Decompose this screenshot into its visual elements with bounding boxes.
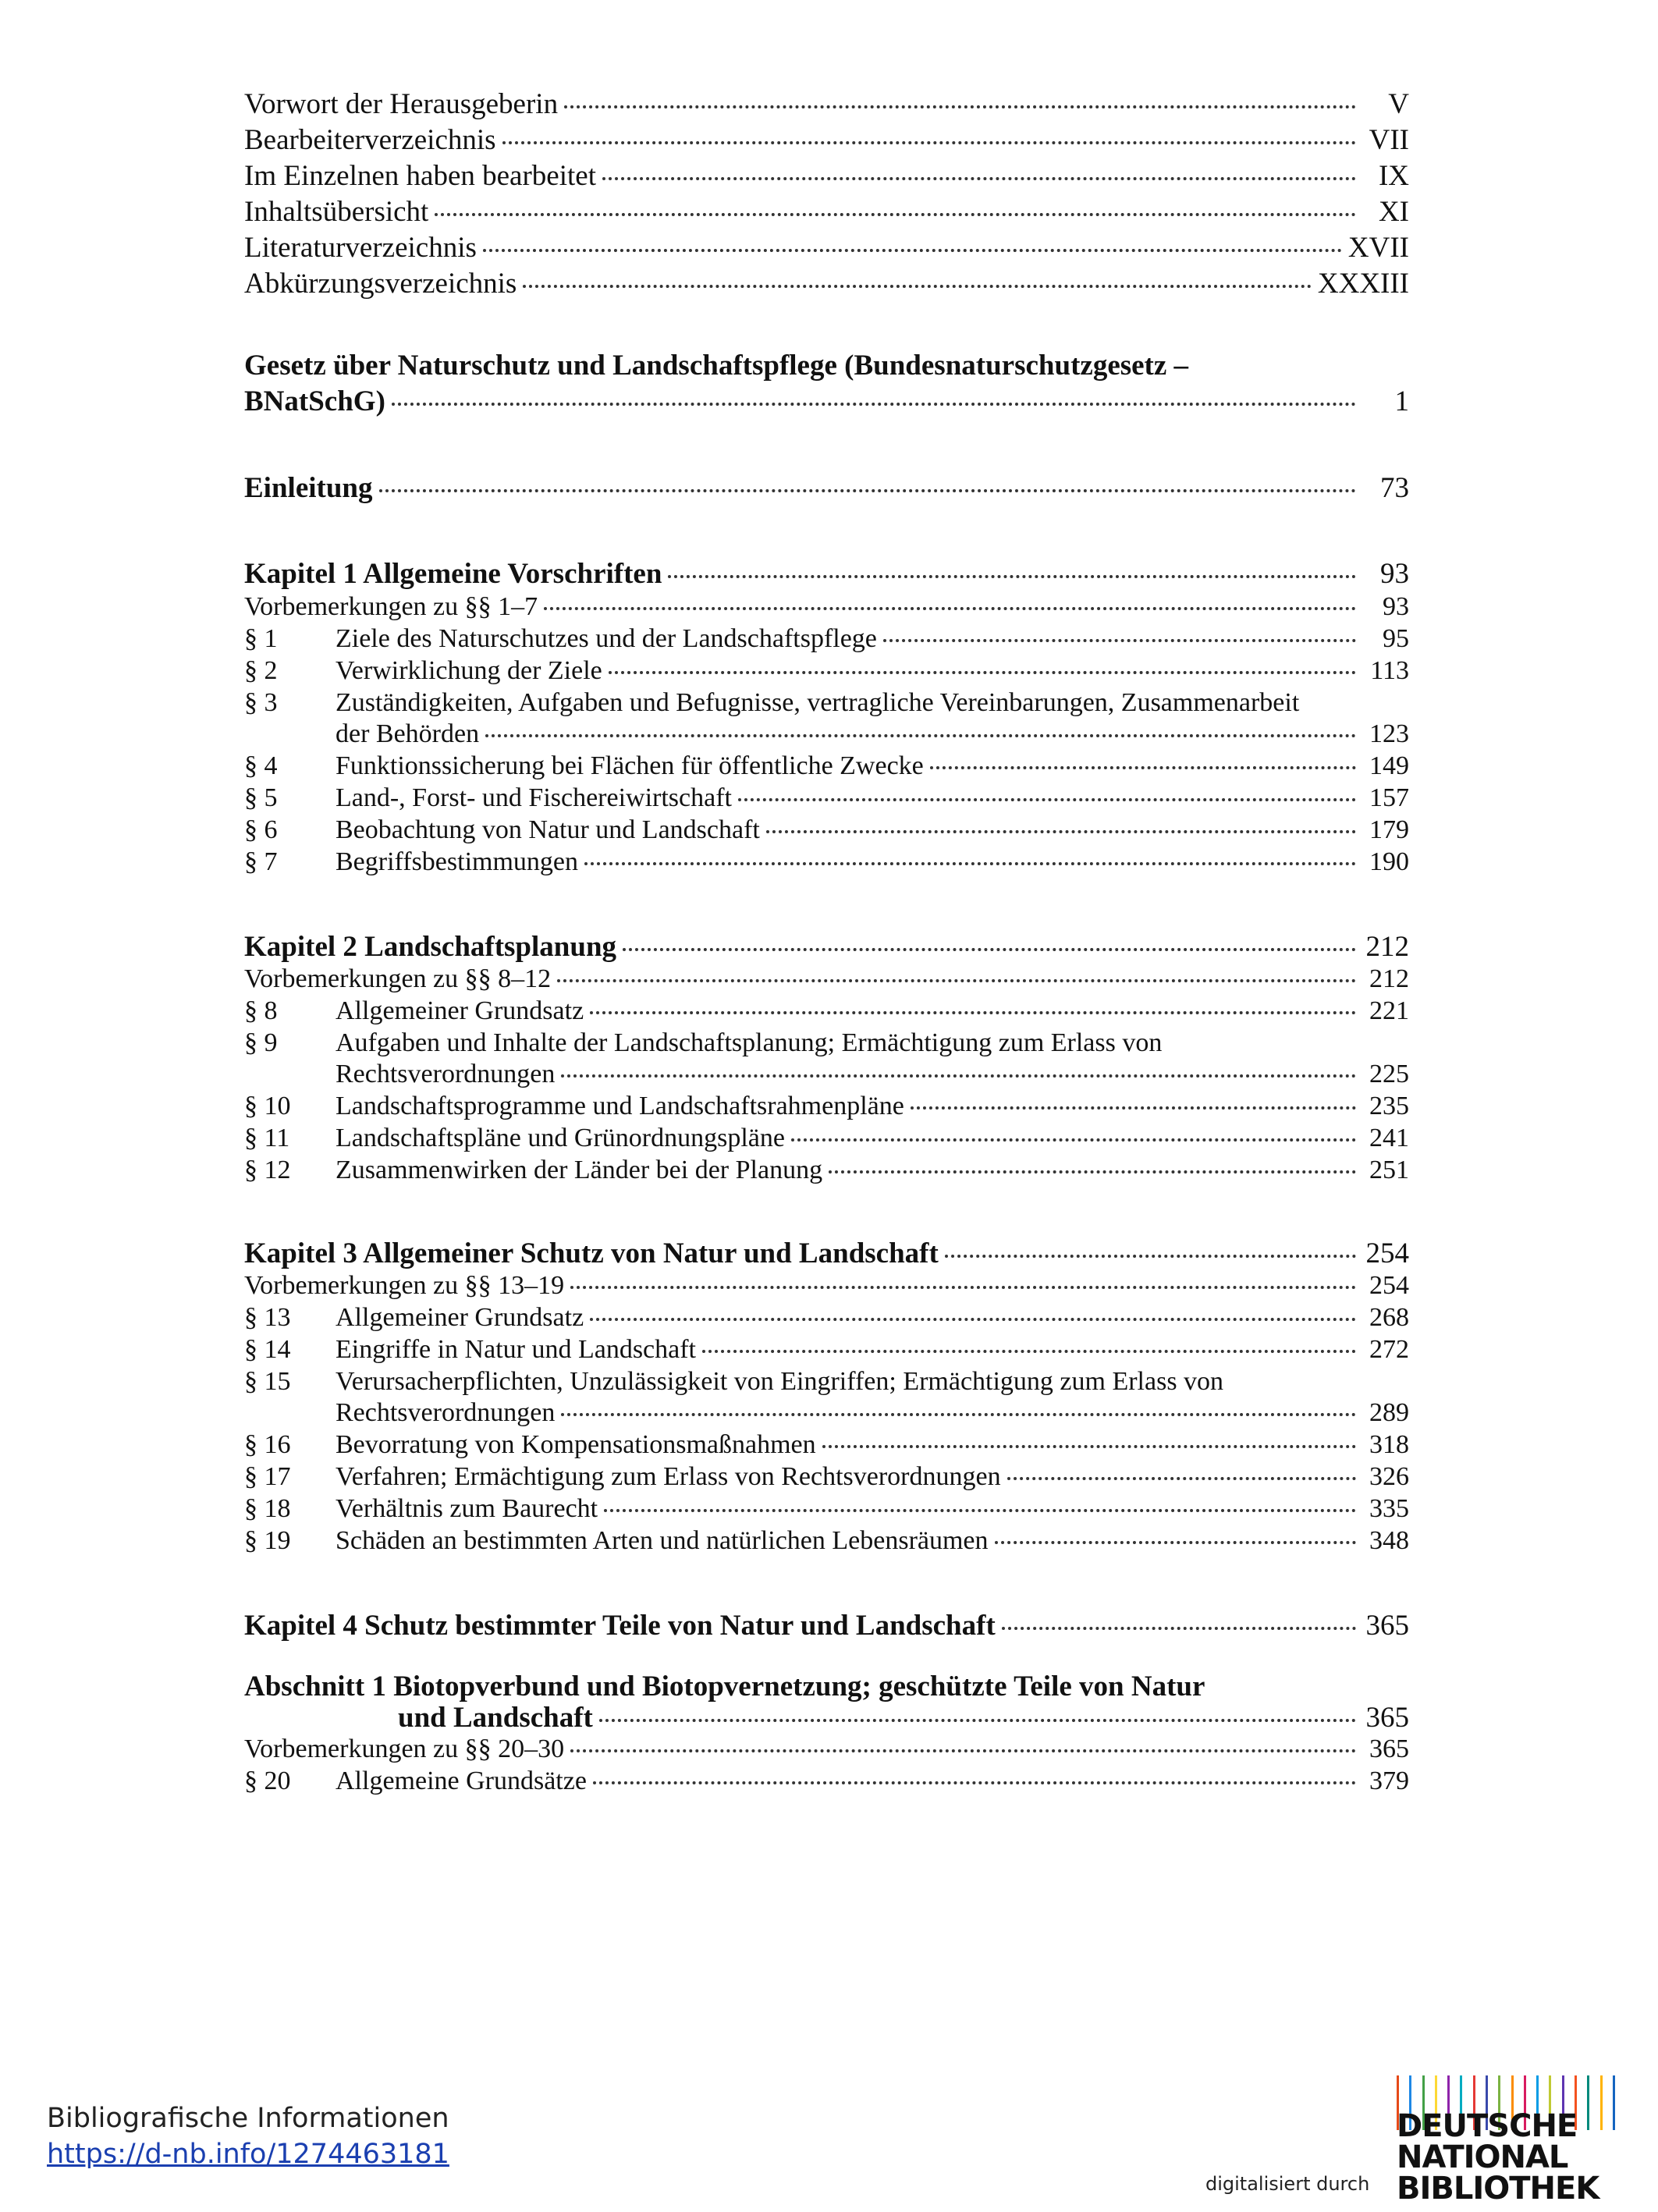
dnb-word-3: BIBLIOTHEK	[1397, 2171, 1599, 2207]
chapter-heading[interactable]	[244, 1237, 1409, 1270]
entry-page: 289	[1369, 1398, 1409, 1427]
entry-page: VII	[1369, 124, 1409, 156]
paragraph-number: § 10	[244, 1092, 291, 1120]
leader-dots	[544, 607, 1356, 610]
dnb-word-2: NATIONAL	[1397, 2139, 1568, 2175]
entry-page: 95	[1383, 624, 1409, 653]
entry-page: 212	[1369, 964, 1409, 993]
leader-dots	[623, 948, 1356, 951]
entry-title: Allgemeiner Grundsatz	[336, 1303, 584, 1332]
leader-dots	[523, 285, 1312, 288]
entry-title: Verursacherpflichten, Unzulässigkeit von Eingriffen; Ermächtigung zum Erlass von	[336, 1367, 1224, 1396]
entry-page: 251	[1369, 1156, 1409, 1184]
paragraph-number: § 13	[244, 1303, 291, 1332]
leader-dots	[791, 1138, 1356, 1142]
paragraph-number: § 9	[244, 1028, 278, 1057]
leader-dots	[570, 1749, 1356, 1752]
leader-dots	[930, 766, 1356, 769]
entry-title: Landschaftspläne und Grünordnungspläne	[336, 1124, 785, 1152]
toc-entry-paragraph[interactable]	[244, 1462, 1409, 1492]
toc-entry-paragraph[interactable]	[244, 1092, 1409, 1121]
entry-title: Zusammenwirken der Länder bei der Planung	[336, 1156, 823, 1184]
leader-dots	[599, 1719, 1356, 1722]
leader-dots	[609, 671, 1356, 674]
entry-page: XI	[1378, 196, 1409, 228]
entry-title-cont: der Behörden	[336, 719, 480, 748]
chapter-title: Kapitel 3 Allgemeiner Schutz von Natur und Landschaft	[244, 1237, 939, 1269]
toc-entry[interactable]	[244, 159, 1409, 193]
entry-page: 365	[1365, 1610, 1409, 1642]
entry-title: Vorbemerkungen zu §§ 13–19	[244, 1271, 565, 1300]
entry-title: Vorbemerkungen zu §§ 20–30	[244, 1734, 565, 1763]
toc-entry-paragraph[interactable]	[244, 751, 1409, 781]
entry-title: Bevorratung von Kompensationsmaßnahmen	[336, 1430, 816, 1459]
paragraph-number: § 20	[244, 1766, 291, 1795]
leader-dots	[911, 1106, 1356, 1110]
leader-dots	[483, 249, 1342, 252]
leader-dots	[557, 979, 1356, 982]
toc-entry-paragraph-cont[interactable]	[336, 1398, 1409, 1428]
entry-page: 379	[1369, 1766, 1409, 1795]
entry-title: Verwirklichung der Ziele	[336, 656, 602, 685]
paragraph-number: § 12	[244, 1156, 291, 1184]
toc-entry-paragraph[interactable]	[244, 847, 1409, 877]
entry-title: Vorbemerkungen zu §§ 1–7	[244, 592, 538, 621]
entry-page: 241	[1369, 1124, 1409, 1152]
paragraph-number: § 6	[244, 815, 278, 844]
entry-title: Literaturverzeichnis	[244, 232, 477, 264]
leader-dots	[766, 830, 1356, 833]
toc-entry-paragraph[interactable]	[244, 1156, 1409, 1185]
entry-title: Eingriffe in Natur und Landschaft	[336, 1335, 697, 1364]
entry-title: Inhaltsübersicht	[244, 196, 429, 228]
entry-page: 212	[1365, 931, 1409, 963]
leader-dots	[822, 1445, 1356, 1448]
toc-entry[interactable]	[244, 195, 1409, 229]
paragraph-number: § 1	[244, 624, 278, 653]
gesetz-title-line1: Gesetz über Naturschutz und Landschaftspflege (Bundesnaturschutzgesetz –	[244, 350, 1189, 382]
toc-entry-vorbemerkung[interactable]	[244, 964, 1409, 994]
entry-title: Einleitung	[244, 472, 373, 504]
entry-title: Vorwort der Herausgeberin	[244, 88, 559, 120]
toc-entry-paragraph[interactable]	[244, 783, 1409, 813]
entry-page: 335	[1369, 1494, 1409, 1523]
entry-title: Allgemeiner Grundsatz	[336, 996, 584, 1025]
entry-page: 123	[1369, 719, 1409, 748]
toc-entry-paragraph[interactable]	[244, 624, 1409, 654]
toc-entry-paragraph-cont[interactable]	[336, 719, 1409, 749]
leader-dots	[702, 1350, 1356, 1353]
entry-page: 73	[1380, 472, 1409, 504]
paragraph-number: § 3	[244, 688, 278, 717]
dnb-word-1: DEUTSCHE	[1397, 2108, 1578, 2144]
entry-page: 157	[1369, 783, 1409, 812]
entry-title: Vorbemerkungen zu §§ 8–12	[244, 964, 552, 993]
leader-dots	[379, 489, 1357, 492]
leader-dots	[392, 403, 1356, 406]
entry-page: 235	[1369, 1092, 1409, 1120]
section-title-line1: Abschnitt 1 Biotopverbund und Biotopvernetzung; geschützte Teile von Natur	[244, 1671, 1205, 1702]
leader-dots	[668, 575, 1356, 578]
toc-entry[interactable]	[244, 267, 1409, 300]
toc-entry-paragraph[interactable]	[244, 1494, 1409, 1524]
entry-title: BNatSchG)	[244, 385, 385, 417]
leader-dots	[883, 639, 1356, 642]
leader-dots	[564, 105, 1356, 108]
leader-dots	[738, 798, 1356, 801]
entry-page: 190	[1369, 847, 1409, 876]
paragraph-number: § 19	[244, 1526, 291, 1555]
entry-title-cont: Rechtsverordnungen	[336, 1398, 556, 1427]
chapter-title: Kapitel 2 Landschaftsplanung	[244, 931, 617, 963]
leader-dots	[604, 1509, 1356, 1512]
paragraph-number: § 5	[244, 783, 278, 812]
leader-dots	[485, 734, 1356, 737]
leader-dots	[502, 141, 1356, 144]
toc-entry-paragraph[interactable]	[244, 1430, 1409, 1460]
toc-entry-paragraph[interactable]	[244, 996, 1409, 1026]
entry-page: 113	[1370, 656, 1409, 685]
leader-dots	[1007, 1477, 1356, 1480]
toc-entry-paragraph-line1[interactable]	[244, 1028, 1162, 1058]
chapter-title: Kapitel 1 Allgemeine Vorschriften	[244, 558, 662, 590]
leader-dots	[995, 1541, 1356, 1544]
leader-dots	[584, 862, 1356, 865]
entry-title: Im Einzelnen haben bearbeitet	[244, 160, 596, 192]
toc-entry-paragraph[interactable]	[244, 815, 1409, 845]
paragraph-number: § 16	[244, 1430, 291, 1459]
entry-page: IX	[1378, 160, 1409, 192]
entry-page: 254	[1369, 1271, 1409, 1300]
entry-page: 326	[1369, 1462, 1409, 1491]
toc-entry-einleitung[interactable]	[244, 471, 1409, 505]
entry-page: 254	[1365, 1237, 1409, 1269]
paragraph-number: § 15	[244, 1367, 291, 1396]
entry-page: XVII	[1347, 232, 1409, 264]
toc-entry-paragraph[interactable]	[244, 656, 1409, 686]
bibliographic-info	[47, 2103, 449, 2170]
paragraph-number: § 7	[244, 847, 278, 876]
toc-entry-paragraph[interactable]	[244, 1303, 1409, 1333]
leader-dots	[561, 1413, 1356, 1416]
toc-entry-paragraph-cont[interactable]	[336, 1060, 1409, 1089]
leader-dots	[435, 213, 1356, 216]
toc-entry-paragraph[interactable]	[244, 1335, 1409, 1365]
entry-page: 1	[1394, 385, 1409, 417]
chapter-title: Kapitel 4 Schutz bestimmter Teile von Natur und Landschaft	[244, 1610, 996, 1642]
entry-page: V	[1388, 88, 1409, 120]
toc-entry[interactable]	[244, 87, 1409, 121]
entry-title: Begriffsbestimmungen	[336, 847, 578, 876]
chapter-heading[interactable]	[244, 557, 1409, 591]
paragraph-number: § 14	[244, 1335, 291, 1364]
toc-entry-paragraph[interactable]	[244, 1124, 1409, 1153]
entry-title: Allgemeine Grundsätze	[336, 1766, 587, 1795]
entry-page: 365	[1365, 1702, 1409, 1734]
leader-dots	[570, 1286, 1356, 1289]
leader-dots	[1002, 1627, 1356, 1630]
entry-page: 318	[1369, 1430, 1409, 1459]
chapter-heading[interactable]	[244, 930, 1409, 964]
leader-dots	[602, 177, 1356, 180]
toc-entry[interactable]	[244, 123, 1409, 157]
paragraph-number: § 17	[244, 1462, 291, 1491]
toc-entry-paragraph[interactable]	[244, 1526, 1409, 1556]
entry-page: 268	[1369, 1303, 1409, 1332]
toc-entry-vorbemerkung[interactable]	[244, 1271, 1409, 1301]
entry-title-cont: Rechtsverordnungen	[336, 1060, 556, 1088]
entry-title: Zuständigkeiten, Aufgaben und Befugnisse, vertragliche Vereinbarungen, Zusammenarbeit	[336, 688, 1300, 717]
entry-title: Abkürzungsverzeichnis	[244, 268, 517, 300]
entry-title: Bearbeiterverzeichnis	[244, 124, 496, 156]
toc-entry-vorbemerkung[interactable]	[244, 592, 1409, 622]
entry-page: 93	[1383, 592, 1409, 621]
entry-title: Aufgaben und Inhalte der Landschaftsplanung; Ermächtigung zum Erlass von	[336, 1028, 1163, 1057]
entry-title: Landschaftsprogramme und Landschaftsrahmenpläne	[336, 1092, 904, 1120]
entry-page: 365	[1369, 1734, 1409, 1763]
toc-entry-paragraph[interactable]	[244, 1766, 1409, 1796]
entry-title: Ziele des Naturschutzes und der Landschaftspflege	[336, 624, 877, 653]
toc-entry-gesetz[interactable]	[244, 385, 1409, 418]
entry-page: 225	[1369, 1060, 1409, 1088]
entry-page: 221	[1369, 996, 1409, 1025]
leader-dots	[829, 1170, 1356, 1173]
paragraph-number: § 8	[244, 996, 278, 1025]
bib-link[interactable]: https://d-nb.info/1274463181	[47, 2139, 449, 2170]
entry-page: 272	[1369, 1335, 1409, 1364]
entry-page: 179	[1369, 815, 1409, 844]
bib-label: Bibliografische Informationen	[47, 2103, 449, 2134]
digitalized-by: digitalisiert durch	[1205, 2173, 1370, 2195]
leader-dots	[593, 1781, 1356, 1784]
entry-title: Funktionssicherung bei Flächen für öffentliche Zwecke	[336, 751, 924, 780]
entry-page: 348	[1369, 1526, 1409, 1555]
entry-title: Verhältnis zum Baurecht	[336, 1494, 598, 1523]
paragraph-number: § 11	[244, 1124, 290, 1152]
section-title-line2: und Landschaft	[398, 1702, 593, 1734]
entry-page: 93	[1380, 558, 1409, 590]
paragraph-number: § 18	[244, 1494, 291, 1523]
leader-dots	[945, 1255, 1356, 1258]
section-heading[interactable]	[398, 1701, 1409, 1734]
entry-page: XXXIII	[1317, 268, 1409, 300]
toc-entry-vorbemerkung[interactable]	[244, 1734, 1409, 1764]
chapter-heading[interactable]	[244, 1609, 1409, 1642]
paragraph-number: § 2	[244, 656, 278, 685]
leader-dots	[590, 1011, 1356, 1014]
entry-title: Beobachtung von Natur und Landschaft	[336, 815, 760, 844]
leader-dots	[561, 1074, 1356, 1078]
toc-entry-paragraph-line1[interactable]	[244, 688, 1299, 718]
leader-dots	[590, 1318, 1356, 1321]
entry-title: Verfahren; Ermächtigung zum Erlass von Rechtsverordnungen	[336, 1462, 1001, 1491]
entry-title: Schäden an bestimmten Arten und natürlichen Lebensräumen	[336, 1526, 989, 1555]
entry-page: 149	[1369, 751, 1409, 780]
toc-entry-paragraph-line1[interactable]	[244, 1367, 1223, 1397]
toc-entry[interactable]	[244, 231, 1409, 265]
entry-title: Land-, Forst- und Fischereiwirtschaft	[336, 783, 732, 812]
paragraph-number: § 4	[244, 751, 278, 780]
dnb-logo	[1397, 2075, 1615, 2212]
